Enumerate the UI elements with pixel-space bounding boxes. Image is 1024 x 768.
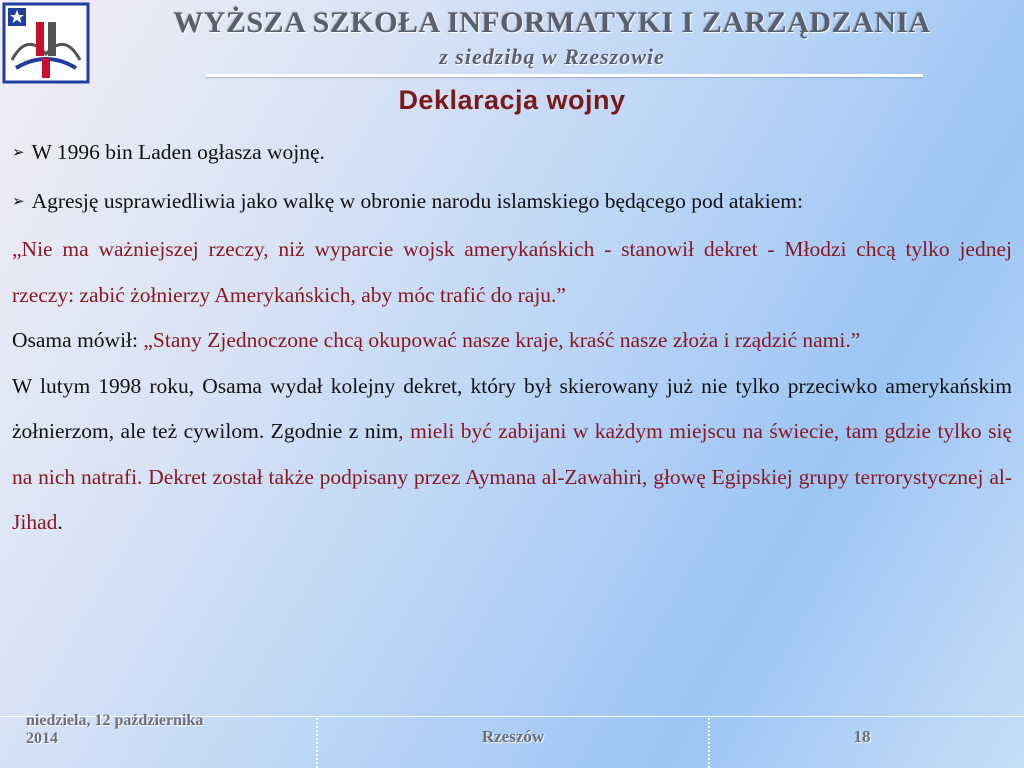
bullet-text-2: Agresję usprawiedliwia jako walkę w obronie narodu islamskiego będącego pod atakiem: <box>31 188 803 213</box>
footer-city: Rzeszów <box>481 727 545 746</box>
arrow-bullet-icon: ➢ <box>12 145 25 161</box>
header-divider <box>205 74 923 77</box>
paragraph-3 <box>12 364 1012 546</box>
school-name-title: WYŻSZA SZKOŁA INFORMATYKI I ZARZĄDZANIA <box>173 6 931 39</box>
footer-date <box>26 712 286 748</box>
bullet-item <box>12 179 1012 228</box>
university-crest-icon <box>2 2 90 84</box>
paragraph-2 <box>12 318 1012 364</box>
slide-title: Deklaracja wojny <box>398 85 626 115</box>
school-location-subtitle: z siedzibą w Rzeszowie <box>439 44 665 69</box>
page-number: 18 <box>853 727 871 746</box>
bullet-text-1: W 1996 bin Laden ogłasza wojnę. <box>31 140 325 164</box>
slide-content <box>12 130 1012 546</box>
paragraph-3-end: . <box>57 510 63 534</box>
paragraph-3-text: W lutym 1998 roku, Osama wydał kolejny dekret, który był skierowany już nie tylko przeciwko amerykańskim żołnierzom, ale też cywilom. Zgodnie z nim <box>12 373 1012 443</box>
footer-date-line1: niedziela, 12 października <box>26 712 204 729</box>
paragraph-2-quote: „Stany Zjednoczone chcą okupować nasze kraje, kraść nasze złoża i rządzić nami.” <box>143 328 861 352</box>
arrow-bullet-icon: ➢ <box>12 193 25 210</box>
footer-date-line2: 2014 <box>26 730 58 747</box>
paragraph-2-lead: Osama mówił: <box>12 328 144 352</box>
paragraph-3-red-text: , mieli być zabijani w każdym miejscu na świecie, tam gdzie tylko się na nich natrafi. Dekret został także podpisany przez Aymana al-Zawahiri, głowę Egipskiej grupy terrorystycznej al-Jihad <box>12 419 1012 534</box>
bullet-item <box>12 130 1012 179</box>
quote-paragraph-1: „Nie ma ważniejszej rzeczy, niż wyparcie wojsk amerykańskich - stanowił dekret - Młodzi chcą tylko jednej rzeczy: zabić żołnierzy Amerykańskich, aby móc trafić do raju.” <box>12 237 1012 307</box>
footer-separator <box>708 718 710 768</box>
